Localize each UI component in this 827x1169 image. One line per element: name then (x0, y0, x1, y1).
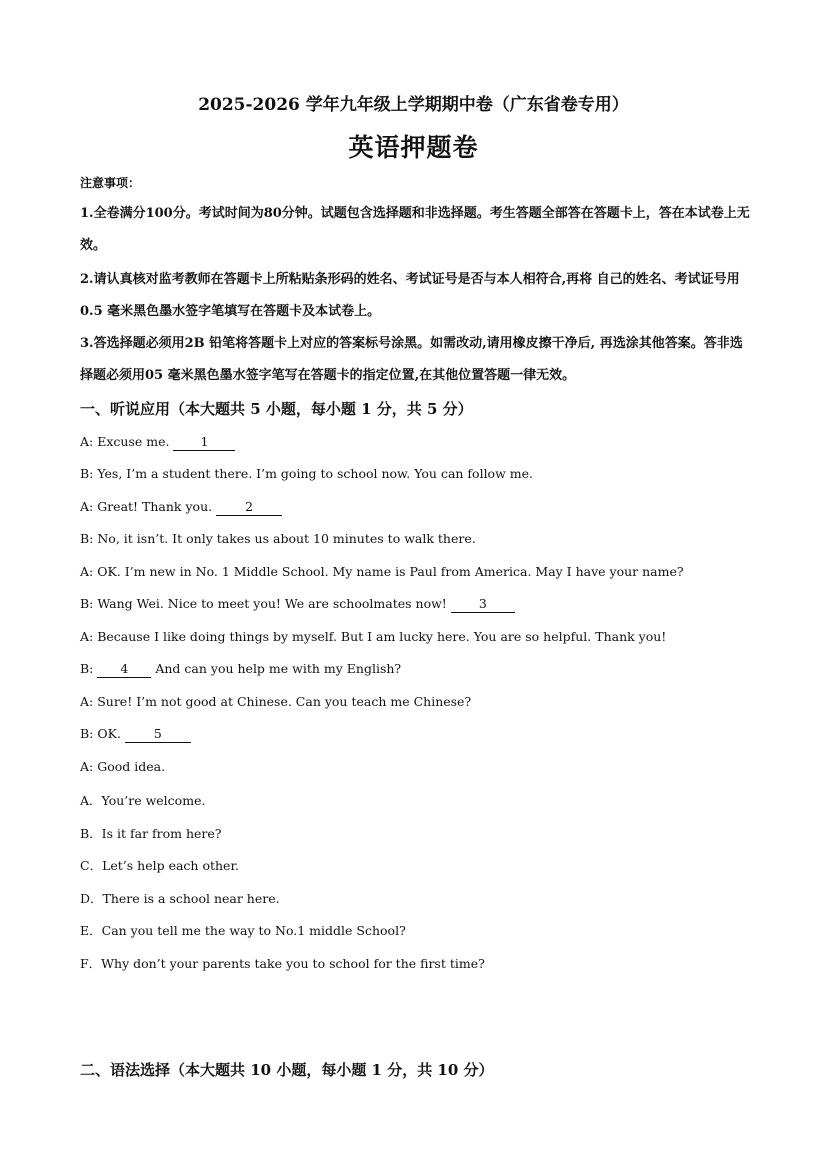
dialogue-line: A: Because I like doing things by myself. But I am lucky here. You are so helpful. Thank you! (80, 629, 667, 644)
dialogue-line: B: No, it isn’t. It only takes us about 10 minutes to walk there. (80, 531, 476, 546)
dialogue-line: B: Yes, I’m a student there. I’m going to school now. You can follow me. (80, 466, 533, 481)
option-e: E．Can you tell me the way to No.1 middle School? (80, 923, 406, 938)
dialogue-line: B: OK. 5 (80, 726, 191, 743)
answer-blank[interactable]: 2 (216, 500, 282, 516)
section2-title: 二、语法选择（本大题共 10 小题，每小题 1 分，共 10 分） (80, 1061, 494, 1079)
dialogue-line: A: Great! Thank you. 2 (80, 499, 282, 516)
notice-heading: 注意事项： (80, 176, 141, 190)
dialogue-line: B: 4 And can you help me with my English? (80, 661, 402, 676)
answer-blank[interactable]: 1 (173, 435, 235, 451)
section1-title: 一、听说应用（本大题共 5 小题，每小题 1 分，共 5 分） (80, 400, 473, 418)
notice-item: 1.全卷满分100分。考试时间为80分钟。试题包含选择题和非选择题。考生答题全部答在答题卡上，答在本试卷上无效。 (80, 206, 750, 253)
answer-blank[interactable]: 3 (451, 597, 515, 613)
dialogue-line: A: Good idea. (80, 759, 166, 774)
answer-blank[interactable]: 5 (125, 727, 191, 743)
answer-blank[interactable]: 4 (97, 662, 151, 678)
dialogue-line: A: Sure! I’m not good at Chinese. Can you teach me Chinese? (80, 694, 472, 709)
option-b: B．Is it far from here? (80, 826, 222, 841)
notice-item: 2.请认真核对监考教师在答题卡上所粘贴条形码的姓名、考试证号是否与本人相符合,再将 自己的姓名、考试证号用0.5 毫米黑色墨水签字笔填写在答题卡及本试卷上。 (80, 272, 740, 319)
dialogue-line: A: Excuse me. 1 (80, 434, 235, 451)
dialogue-line: B: Wang Wei. Nice to meet you! We are schoolmates now! 3 (80, 596, 515, 613)
option-f: F．Why don’t your parents take you to school for the first time? (80, 956, 485, 971)
option-a: A．You’re welcome. (80, 793, 206, 808)
option-d: D．There is a school near here. (80, 891, 280, 906)
exam-title: 2025-2026 学年九年级上学期期中卷（广东省卷专用） (198, 95, 629, 115)
dialogue-line: A: OK. I’m new in No. 1 Middle School. My name is Paul from America. May I have your name? (80, 564, 684, 579)
exam-subtitle: 英语押题卷 (348, 133, 479, 162)
option-c: C．Let’s help each other. (80, 858, 240, 873)
notice-item: 3.答选择题必须用2B 铅笔将答题卡上对应的答案标号涂黑。如需改动,请用橡皮擦干净后, 再选涂其他答案。答非选择题必须用05 毫米黑色墨水签字笔写在答题卡的指定位置,在其他位置答题一律无效。 (80, 336, 743, 383)
